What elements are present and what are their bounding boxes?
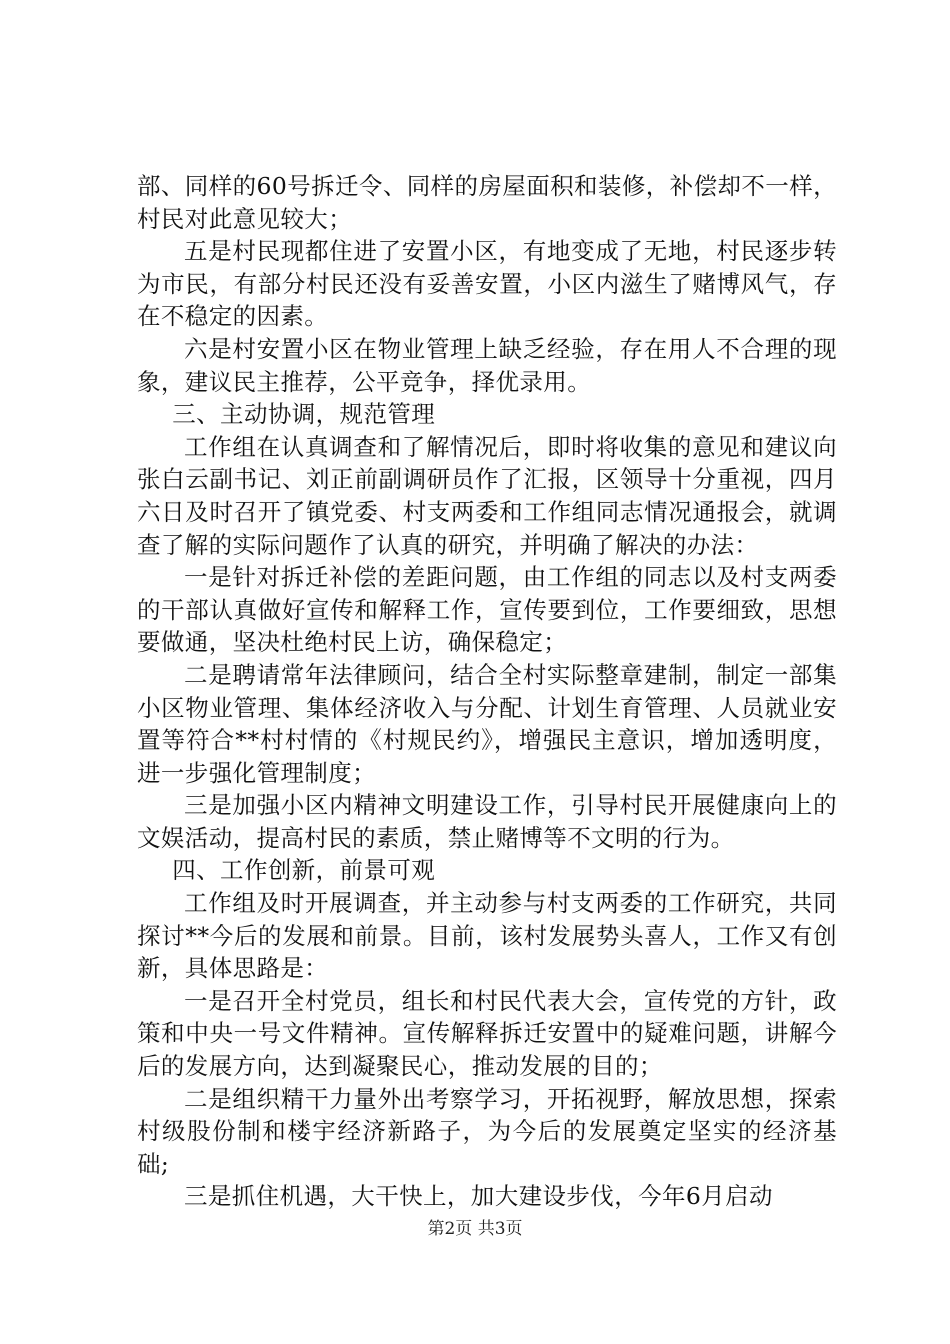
- paragraph-item-six: 六是村安置小区在物业管理上缺乏经验，存在用人不合理的现象，建议民主推荐，公平竞争，择优录用。: [137, 334, 837, 396]
- paragraph-idea-two: 二是组织精干力量外出考察学习，开拓视野，解放思想，探索村级股份制和楼宇经济新路子，为今后的发展奠定坚实的经济基础;: [137, 1084, 837, 1178]
- paragraph-report: 工作组在认真调查和了解情况后，即时将收集的意见和建议向张白云副书记、刘正前副调研员作了汇报，区领导十分重视，四月六日及时召开了镇党委、村支两委和工作组同志情况通报会，就调查了解的实际问题作了认真的研究，并明确了解决的办法：: [137, 432, 837, 559]
- section-heading-four: 四、工作创新，前景可观: [172, 856, 436, 885]
- section-heading-three: 三、主动协调，规范管理: [172, 400, 436, 429]
- paragraph-measure-two: 二是聘请常年法律顾问，结合全村实际整章建制，制定一部集小区物业管理、集体经济收入与分配、计划生育管理、人员就业安置等符合**村村情的《村规民约》，增强民主意识，增加透明度，进一步强化管理制度；: [137, 660, 837, 787]
- document-body: [137, 170, 837, 1213]
- paragraph-idea-three: 三是抓住机遇，大干快上，加大建设步伐，今年6月启动: [184, 1182, 773, 1211]
- paragraph-innovation: 工作组及时开展调查，并主动参与村支两委的工作研究，共同探讨**今后的发展和前景。目前，该村发展势头喜人，工作又有创新，具体思路是：: [137, 889, 837, 983]
- paragraph-measure-three: 三是加强小区内精神文明建设工作，引导村民开展健康向上的文娱活动，提高村民的素质，禁止赌博等不文明的行为。: [137, 791, 837, 852]
- page-number-footer: 第2页 共3页: [427, 1219, 523, 1239]
- paragraph-continuation: 部、同样的60号拆迁令、同样的房屋面积和装修，补偿却不一样，村民对此意见较大；: [137, 172, 837, 233]
- paragraph-item-five: 五是村民现都住进了安置小区，有地变成了无地，村民逐步转为市民，有部分村民还没有妥善安置，小区内滋生了赌博风气，存在不稳定的因素。: [137, 237, 837, 331]
- paragraph-measure-one: 一是针对拆迁补偿的差距问题，由工作组的同志以及村支两委的干部认真做好宣传和解释工作，宣传要到位，工作要细致，思想要做通，坚决杜绝村民上访，确保稳定；: [137, 563, 837, 657]
- paragraph-idea-one: 一是召开全村党员，组长和村民代表大会，宣传党的方针，政策和中央一号文件精神。宣传解释拆迁安置中的疑难问题，讲解今后的发展方向，达到凝聚民心，推动发展的目的；: [137, 986, 837, 1081]
